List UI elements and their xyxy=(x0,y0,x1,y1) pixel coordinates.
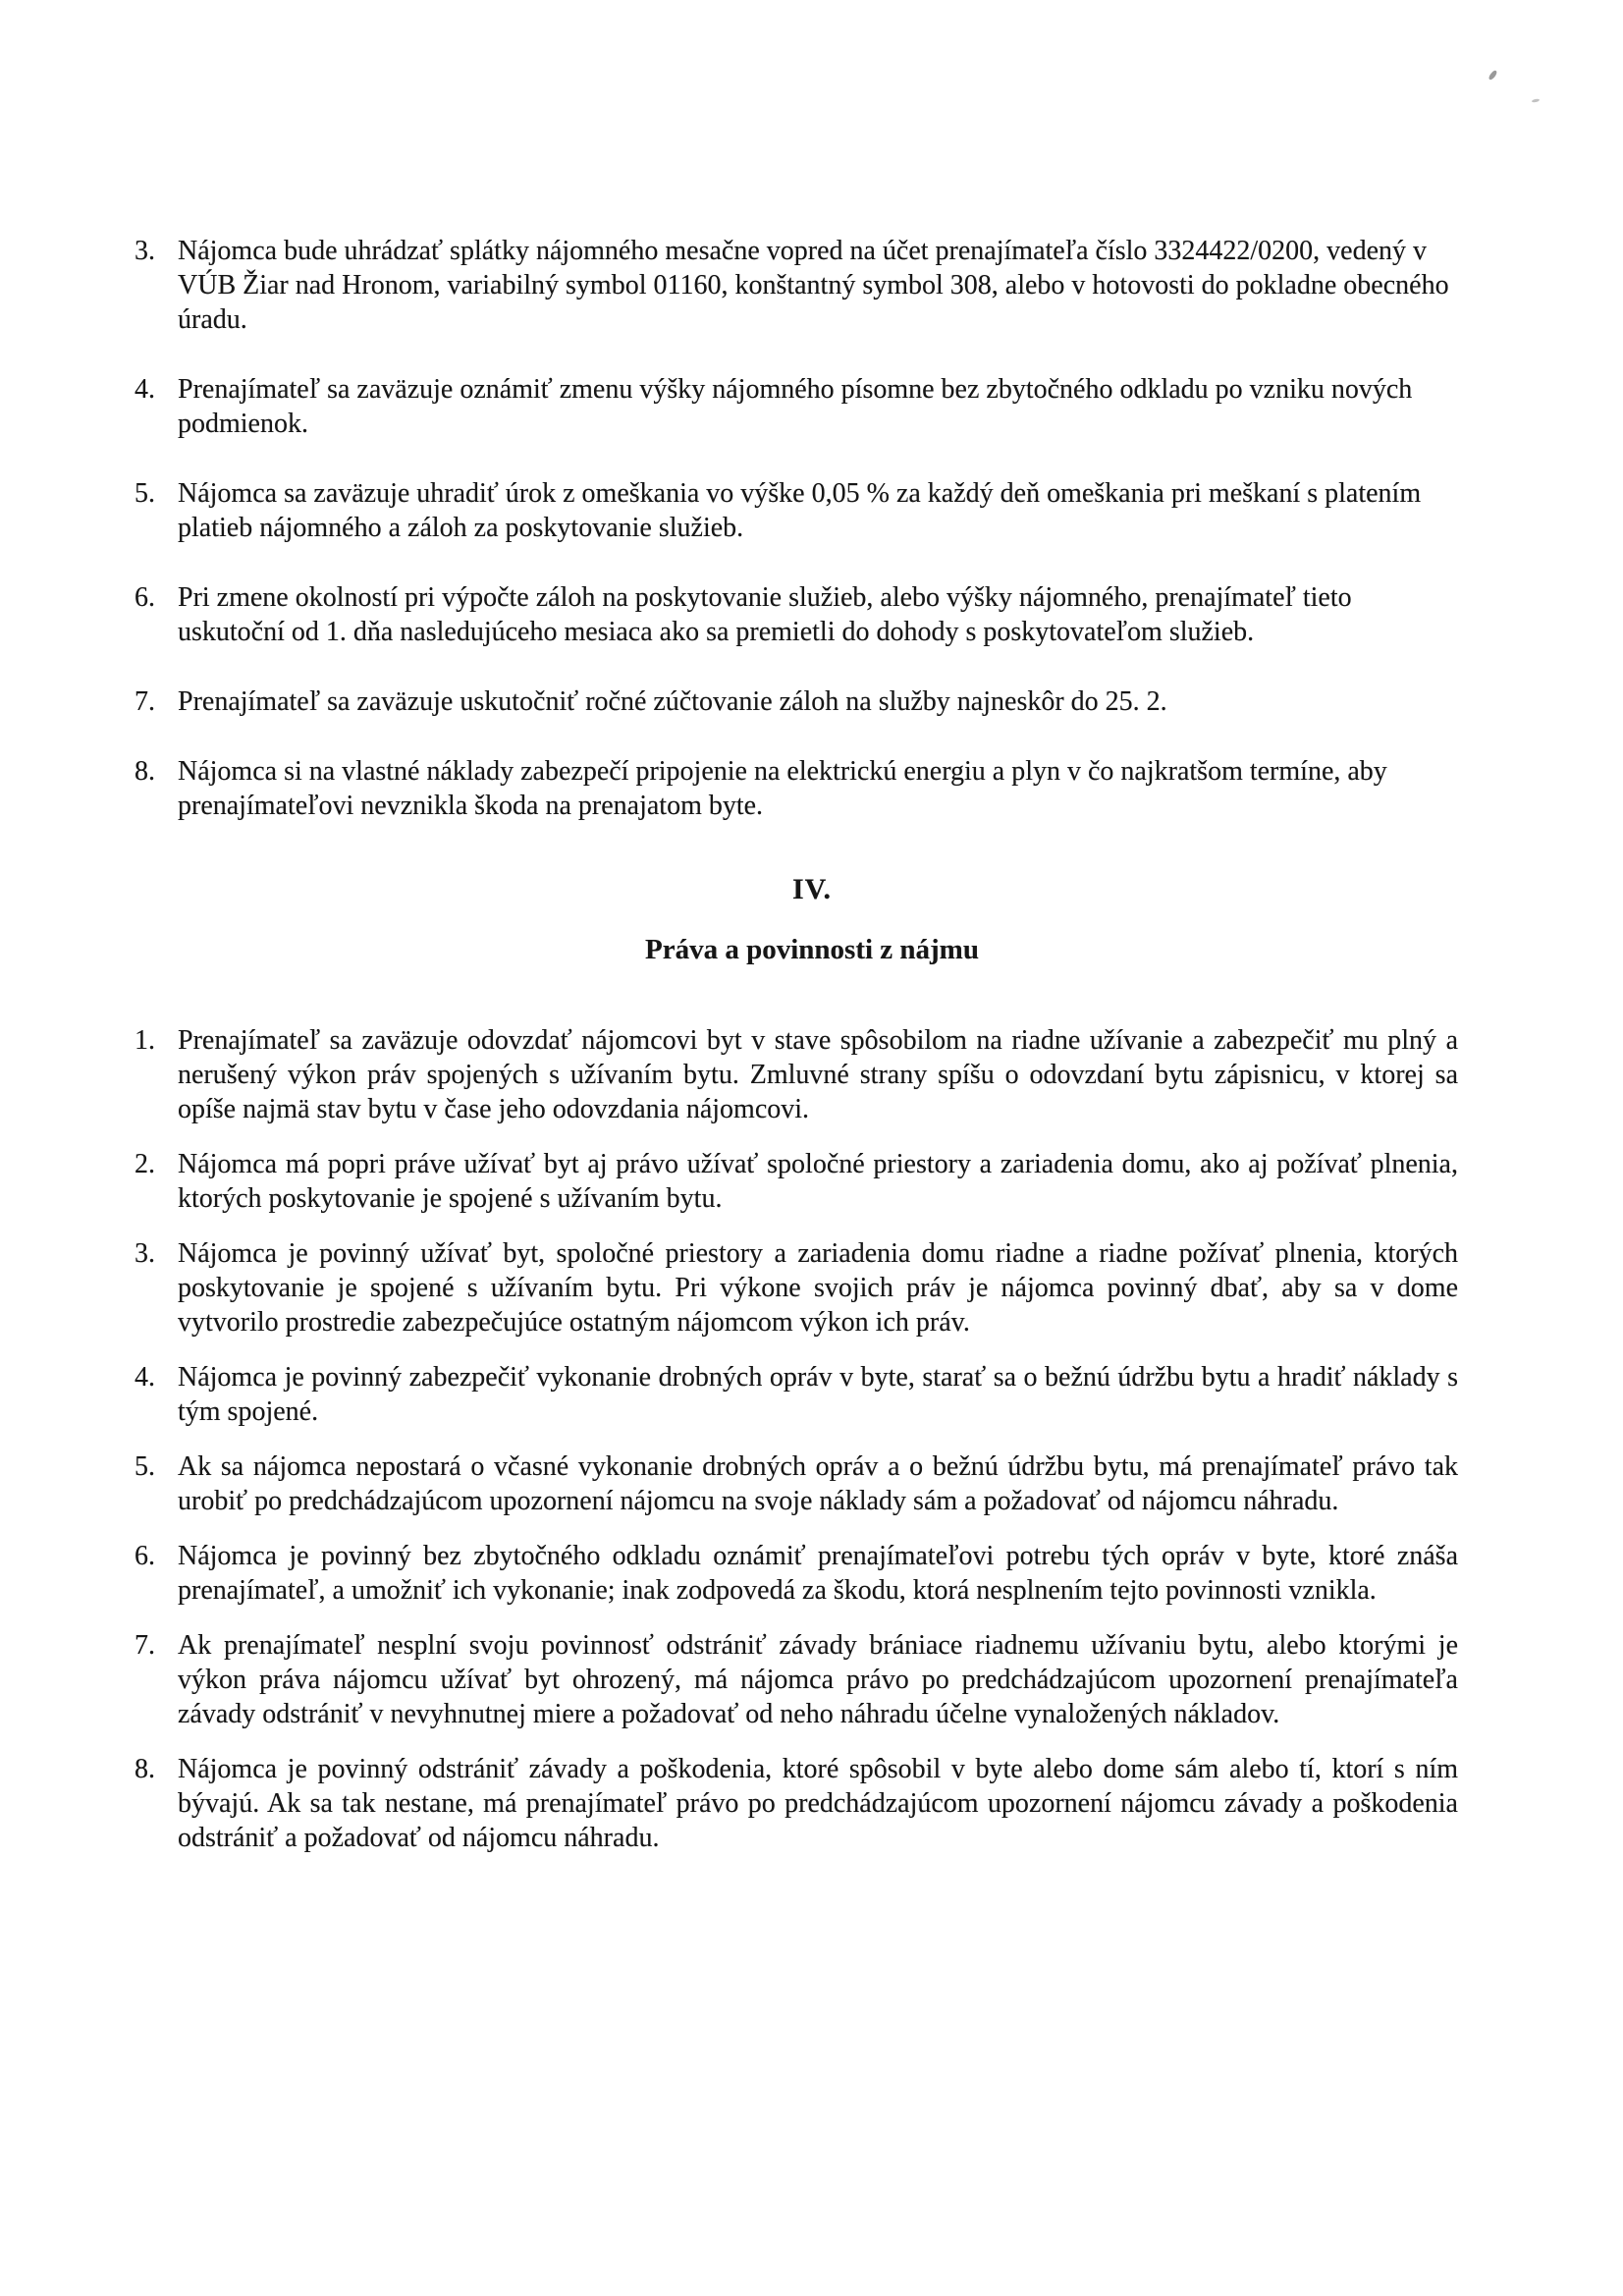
clause-text: Ak sa nájomca nepostará o včasné vykonanie drobných opráv a o bežnú údržbu bytu, má prenajímateľ právo tak urobiť po predchádzajúcom upozornení nájomcu na svoje náklady sám a požadovať od nájomcu náhradu. xyxy=(178,1451,1458,1516)
clause-text: Nájomca má popri práve užívať byt aj právo užívať spoločné priestory a zariadenia domu, ako aj požívať plnenia, ktorých poskytovanie je spojené s užívaním bytu. xyxy=(178,1149,1458,1214)
clause-item xyxy=(135,476,1458,545)
clause-number: 5. xyxy=(135,1451,155,1482)
clause-item xyxy=(135,1628,1458,1731)
clause-item xyxy=(135,1147,1458,1216)
page-content xyxy=(135,234,1458,1876)
clause-number: 7. xyxy=(135,1630,155,1661)
clause-text: Nájomca sa zaväzuje uhradiť úrok z omeškania vo výške 0,05 % za každý deň omeškania pri meškaní s platením platieb nájomného a záloh za poskytovanie služieb. xyxy=(178,478,1422,543)
clause-number: 8. xyxy=(135,756,155,787)
section-title: Práva a povinnosti z nájmu xyxy=(645,934,979,965)
clause-item xyxy=(135,1449,1458,1518)
clause-number: 5. xyxy=(135,478,155,509)
clause-item xyxy=(135,1539,1458,1608)
clause-number: 3. xyxy=(135,236,155,266)
clause-text: Nájomca je povinný bez zbytočného odkladu oznámiť prenajímateľovi potrebu tých opráv v byte, ktoré znáša prenajímateľ, a umožniť ich vykonanie; inak zodpovedá za škodu, ktorá nesplnením tejto povinnosti vznikla. xyxy=(178,1541,1458,1606)
clause-number: 7. xyxy=(135,686,155,717)
section-heading xyxy=(135,872,1458,967)
clause-number: 1. xyxy=(135,1025,155,1056)
clause-item xyxy=(135,1023,1458,1126)
clause-item xyxy=(135,372,1458,441)
clause-text: Pri zmene okolností pri výpočte záloh na poskytovanie služieb, alebo výšky nájomného, prenajímateľ tieto uskutoční od 1. dňa nasledujúceho mesiaca ako sa premietli do dohody s poskytovateľom služieb. xyxy=(178,582,1352,647)
clause-number: 6. xyxy=(135,1541,155,1571)
clause-text: Nájomca je povinný zabezpečiť vykonanie drobných opráv v byte, starať sa o bežnú údržbu bytu a hradiť náklady s tým spojené. xyxy=(178,1362,1458,1427)
clause-text: Nájomca je povinný odstrániť závady a poškodenia, ktoré spôsobil v byte alebo dome sám alebo tí, ktorí s ním bývajú. Ak sa tak nestane, má prenajímateľ právo po predchádzajúcom upozornení nájomcu závady a poškodenia odstrániť a požadovať od nájomcu náhradu. xyxy=(178,1754,1458,1853)
clause-item xyxy=(135,754,1458,823)
clause-item xyxy=(135,234,1458,337)
clause-number: 3. xyxy=(135,1238,155,1269)
clause-item xyxy=(135,1236,1458,1339)
clause-number: 2. xyxy=(135,1149,155,1179)
clause-item xyxy=(135,580,1458,649)
clause-text: Prenajímateľ sa zaväzuje uskutočniť ročné zúčtovanie záloh na služby najneskôr do 25. 2. xyxy=(178,686,1167,717)
clause-text: Nájomca si na vlastné náklady zabezpečí pripojenie na elektrickú energiu a plyn v čo najkratšom termíne, aby prenajímateľovi nevznikla škoda na prenajatom byte. xyxy=(178,756,1387,821)
clause-item xyxy=(135,1360,1458,1429)
scan-artifact-speck xyxy=(1532,98,1540,103)
clause-number: 4. xyxy=(135,374,155,405)
clause-number: 6. xyxy=(135,582,155,613)
scan-artifact-speck xyxy=(1488,70,1498,82)
clause-number: 4. xyxy=(135,1362,155,1393)
clause-list-main xyxy=(135,1023,1458,1855)
section-numeral: IV. xyxy=(792,873,832,905)
clause-item xyxy=(135,684,1458,719)
clause-text: Prenajímateľ sa zaväzuje oznámiť zmenu výšky nájomného písomne bez zbytočného odkladu po vzniku nových podmienok. xyxy=(178,374,1413,439)
clause-text: Prenajímateľ sa zaväzuje odovzdať nájomcovi byt v stave spôsobilom na riadne užívanie a zabezpečiť mu plný a nerušený výkon práv spojených s užívaním bytu. Zmluvné strany spíšu o odovzdaní bytu zápisnicu, v ktorej sa opíše najmä stav bytu v čase jeho odovzdania nájomcovi. xyxy=(178,1025,1458,1124)
clause-item xyxy=(135,1752,1458,1855)
clause-list-top xyxy=(135,234,1458,823)
clause-number: 8. xyxy=(135,1754,155,1784)
clause-text: Ak prenajímateľ nesplní svoju povinnosť odstrániť závady brániace riadnemu užívaniu bytu, alebo ktorými je výkon práva nájomcu užívať byt ohrozený, má nájomca právo po predchádzajúcom upozornení prenajímateľa závady odstrániť v nevyhnutnej miere a požadovať od neho náhradu účelne vynaložených nákladov. xyxy=(178,1630,1458,1729)
clause-text: Nájomca bude uhrádzať splátky nájomného mesačne vopred na účet prenajímateľa číslo 3324422/0200, vedený v VÚB Žiar nad Hronom, variabilný symbol 01160, konštantný symbol 308, alebo v hotovosti do pokladne obecného úradu. xyxy=(178,236,1449,335)
clause-text: Nájomca je povinný užívať byt, spoločné priestory a zariadenia domu riadne a riadne požívať plnenia, ktorých poskytovanie je spojené s užívaním bytu. Pri výkone svojich práv je nájomca povinný dbať, aby sa v dome vytvorilo prostredie zabezpečujúce ostatným nájomcom výkon ich práv. xyxy=(178,1238,1458,1338)
